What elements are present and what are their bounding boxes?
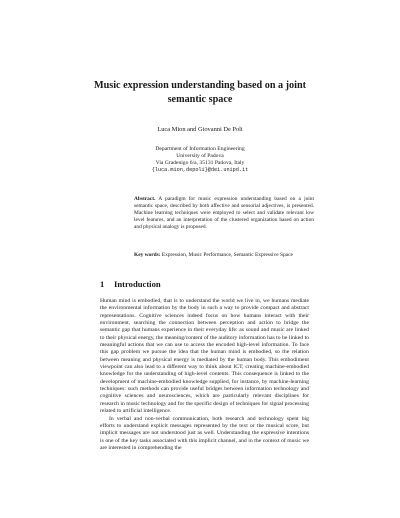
body-text <box>100 298 309 452</box>
paper-title: Music expression understanding based on a joint semantic space <box>93 80 307 105</box>
section-number: 1 <box>100 279 105 289</box>
affiliation-address: Via Gradenigo 6/a, 35131 Padova, Italy <box>155 160 245 166</box>
abstract <box>134 196 314 231</box>
abstract-text: A paradigm for music expression understanding based on a joint semantic space, described by both affective and sensorial adjectives, is presented. Machine learning techniques were employed to select and validate relevant low level features, and an interpretation of the clustered organization based on action and physical analogy is proposed. <box>134 196 314 230</box>
section-heading <box>100 279 300 290</box>
affiliation-university: University of Padova <box>176 153 224 159</box>
paper-authors: Luca Mion and Giovanni De Poli <box>157 126 243 133</box>
paragraph: Human mind is embodied, that is to understand the world we live in, we humans mediate the environmental information by the body in such a way to provide compact and abstract representations. Cognitive sciences indeed focus on how humans interact with their environment, searching the connection between perception and action to bridge the semantic gap that humans experience in their everyday life: as sound and music are linked to their physical energy, the meaning/content of the auditory information has to be linked to meaningful actions that we can use to access the encoded high-level information. To face this gap problem we pursue the idea that the human mind is embodied, so the relation between meaning and physical energy is mediated by the human body. This embodiment viewpoint can also lead to a different way to think about ICT, creating machine-embodied knowledge for the understanding of high-level contents. This consequence is linked to the development of machine-embodied knowledge supplied, for instance, by machine-learning techniques: such methods can provide useful bridges between information technology and cognitive sciences and neurosciences, which are particularly relevant disciplines for research in music technology and for the specific design of techniques for signal processing related to artificial intelligence. <box>100 298 309 415</box>
keywords-label: Key words: <box>134 252 161 258</box>
keywords-text: Expression, Music Performance, Semantic Expressive Space <box>161 252 293 258</box>
affiliation-department: Department of Information Engineering <box>155 146 245 152</box>
paragraph: In verbal and non-verbal communication, both research and technology spent big efforts to understand explicit messages represented by the text or the musical score, but implicit messages are not understood just as well. Understanding the expressive intentions is one of the key tasks associated with this implicit channel, and in the context of music we are interested in comprehending the <box>100 415 309 451</box>
abstract-label: Abstract. <box>134 196 156 202</box>
section-title: Introduction <box>114 279 161 289</box>
affiliation-block <box>110 146 290 174</box>
keywords <box>134 252 324 259</box>
affiliation-emails: {luca.mion,depoli}@dei.unipd.it <box>151 167 249 173</box>
